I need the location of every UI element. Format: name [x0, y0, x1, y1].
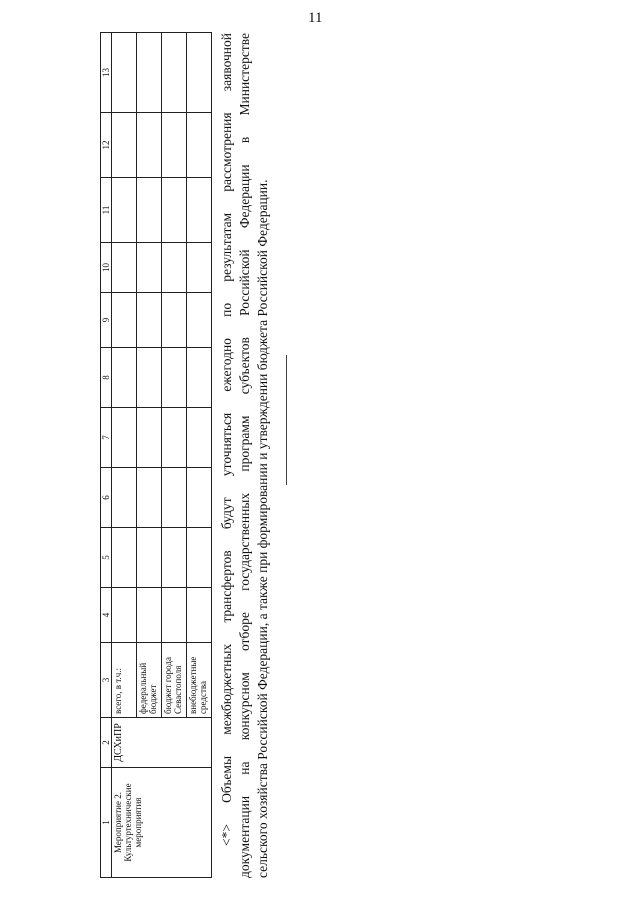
col-header: 3 — [101, 643, 112, 718]
funding-source-cell: бюджет города Севастополя — [162, 643, 187, 718]
executor-cell: ДСХиПР — [112, 718, 212, 768]
col-header: 12 — [101, 113, 112, 178]
event-name-cell: Мероприятие 2. Культуртехнические мероприятия — [112, 768, 212, 878]
rotated-landscape-content — [100, 33, 520, 878]
page-number: 11 — [308, 10, 323, 26]
col-header: 4 — [101, 588, 112, 643]
col-header: 8 — [101, 348, 112, 408]
col-header: 9 — [101, 293, 112, 348]
separator-line — [286, 355, 287, 485]
footnote — [218, 33, 272, 878]
col-header: 13 — [101, 33, 112, 113]
footnote-line: документации на конкурсном отборе государственных программ субъектов Российской Федерации в Министерстве — [237, 33, 252, 878]
funding-source-cell: федеральный бюджет — [137, 643, 162, 718]
col-header: 10 — [101, 243, 112, 293]
funding-source-cell: всего, в т.ч.: — [112, 643, 137, 718]
col-header: 6 — [101, 468, 112, 528]
funding-source-cell: внебюджетные средства — [187, 643, 212, 718]
footnote-line: сельского хозяйства Российской Федерации, а также при формировании и утверждении бюджета Российской Федерации. — [255, 179, 270, 878]
table-row — [112, 33, 137, 878]
col-header: 5 — [101, 528, 112, 588]
budget-table — [100, 32, 212, 878]
col-header: 2 — [101, 718, 112, 768]
col-header: 1 — [101, 768, 112, 878]
footnote-line: <*> Объемы межбюджетных трансфертов будут уточняться ежегодно по результатам рассмотрения заявочной — [219, 33, 234, 846]
col-header: 7 — [101, 408, 112, 468]
column-number-row — [101, 33, 112, 878]
col-header: 11 — [101, 178, 112, 243]
